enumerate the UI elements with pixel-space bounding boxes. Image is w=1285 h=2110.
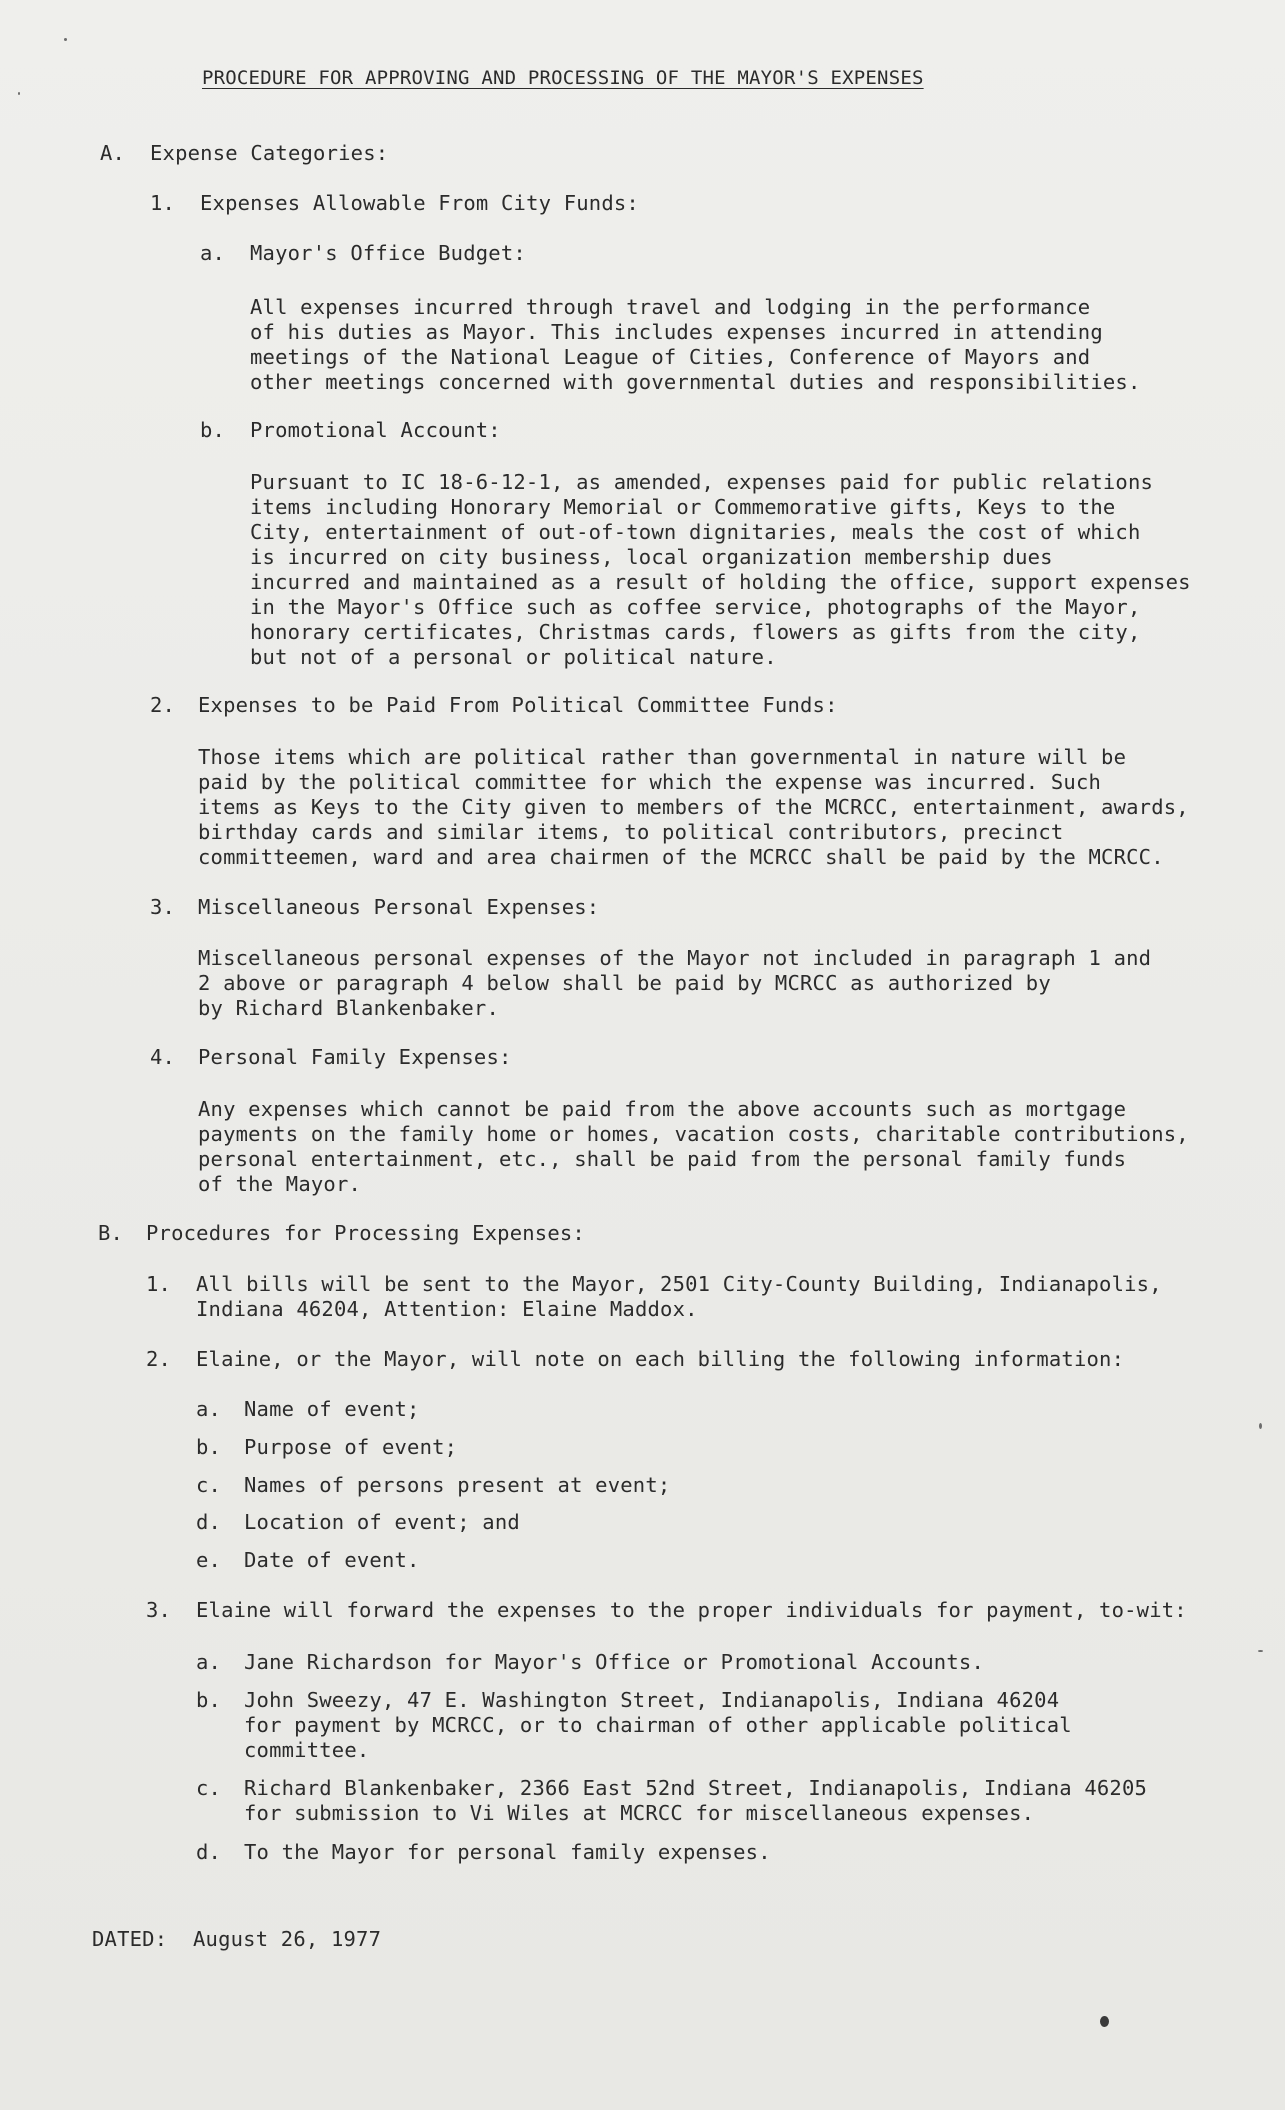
- b3-list-marker: a.: [196, 1650, 222, 1674]
- a1a-marker: a.: [200, 241, 226, 265]
- paper-speck: [1259, 1423, 1262, 1429]
- a1b-paragraph: Pursuant to IC 18-6-12-1, as amended, expenses paid for public relations items including Honorary Memorial or Commemorative gifts, Keys to the City, entertainment of out-of-town dignitaries, meals the cost of which is incurred on city business, local organization membership dues incurred and maintained as a result of holding the office, support expenses in the Mayor's Office such as coffee service, photographs of the Mayor, honorary certificates, Christmas cards, flowers as gifts from the city, but not of a personal or political nature.: [250, 470, 1191, 669]
- a1b-marker: b.: [200, 418, 226, 442]
- a1a-paragraph: All expenses incurred through travel and lodging in the performance of his duties as Mayor. This includes expenses incurred in attending meetings of the National League of Cities, Conference of Mayors and other meetings concerned with governmental duties and responsibilities.: [250, 295, 1141, 394]
- document-title: PROCEDURE FOR APPROVING AND PROCESSING OF THE MAYOR'S EXPENSES: [202, 67, 924, 89]
- a3-marker: 3.: [150, 895, 176, 919]
- a1-marker: 1.: [150, 191, 176, 215]
- a2-heading: Expenses to be Paid From Political Committee Funds:: [198, 693, 838, 717]
- b3-marker: 3.: [146, 1598, 172, 1622]
- section-a-heading: Expense Categories:: [150, 141, 389, 165]
- b2-list-item: Location of event; and: [244, 1510, 520, 1534]
- b3-list-marker: b.: [196, 1688, 222, 1712]
- paper-speck: [18, 92, 20, 95]
- b3-text: Elaine will forward the expenses to the proper individuals for payment, to-wit:: [196, 1598, 1187, 1622]
- b1-marker: 1.: [146, 1272, 172, 1296]
- b3-list-item: John Sweezy, 47 E. Washington Street, Indianapolis, Indiana 46204 for payment by MCRCC, or to chairman of other applicable political committee.: [244, 1688, 1072, 1762]
- b3-list-item: Richard Blankenbaker, 2366 East 52nd Street, Indianapolis, Indiana 46205 for submission to Vi Wiles at MCRCC for miscellaneous expenses.: [244, 1776, 1148, 1825]
- b3-list-marker: d.: [196, 1840, 222, 1864]
- b2-list-marker: d.: [196, 1510, 222, 1534]
- a3-heading: Miscellaneous Personal Expenses:: [198, 895, 600, 919]
- b2-list-item: Name of event;: [244, 1397, 420, 1421]
- b3-list-item: Jane Richardson for Mayor's Office or Promotional Accounts.: [244, 1650, 984, 1674]
- b2-list-marker: e.: [196, 1548, 222, 1572]
- b2-marker: 2.: [146, 1347, 172, 1371]
- b3-list-marker: c.: [196, 1776, 222, 1800]
- paper-speck: [64, 38, 67, 41]
- b2-list-item: Purpose of event;: [244, 1435, 458, 1459]
- a1-heading: Expenses Allowable From City Funds:: [200, 191, 639, 215]
- a4-heading: Personal Family Expenses:: [198, 1045, 512, 1069]
- a4-marker: 4.: [150, 1045, 176, 1069]
- b2-list-marker: c.: [196, 1473, 222, 1497]
- b2-list-item: Date of event.: [244, 1548, 420, 1572]
- a2-marker: 2.: [150, 693, 176, 717]
- a2-paragraph: Those items which are political rather than governmental in nature will be paid by the political committee for which the expense was incurred. Such items as Keys to the City given to members of the MCRCC, entertainment, awards, birthday cards and similar items, to political contributors, precinct committeemen, ward and area chairmen of the MCRCC shall be paid by the MCRCC.: [198, 745, 1189, 869]
- section-b-heading: Procedures for Processing Expenses:: [146, 1221, 585, 1245]
- b3-list-item: To the Mayor for personal family expenses.: [244, 1840, 771, 1864]
- dated-value: August 26, 1977: [193, 1927, 382, 1951]
- b2-list-marker: a.: [196, 1397, 222, 1421]
- dated-label: DATED:: [92, 1927, 168, 1951]
- a1b-heading: Promotional Account:: [250, 418, 501, 442]
- paper-speck: [1100, 2016, 1109, 2027]
- a3-paragraph: Miscellaneous personal expenses of the Mayor not included in paragraph 1 and 2 above or paragraph 4 below shall be paid by MCRCC as authorized by by Richard Blankenbaker.: [198, 946, 1152, 1020]
- b1-paragraph: All bills will be sent to the Mayor, 2501 City-County Building, Indianapolis, Indiana 46204, Attention: Elaine Maddox.: [196, 1272, 1162, 1321]
- section-b-marker: B.: [98, 1221, 124, 1245]
- b2-list-item: Names of persons present at event;: [244, 1473, 671, 1497]
- a1a-heading: Mayor's Office Budget:: [250, 241, 526, 265]
- b2-text: Elaine, or the Mayor, will note on each billing the following information:: [196, 1347, 1125, 1371]
- b2-list-marker: b.: [196, 1435, 222, 1459]
- section-a-marker: A.: [100, 141, 126, 165]
- a4-paragraph: Any expenses which cannot be paid from the above accounts such as mortgage payments on the family home or homes, vacation costs, charitable contributions, personal entertainment, etc., shall be paid from the personal family funds of the Mayor.: [198, 1097, 1189, 1196]
- paper-speck: [1258, 1650, 1263, 1652]
